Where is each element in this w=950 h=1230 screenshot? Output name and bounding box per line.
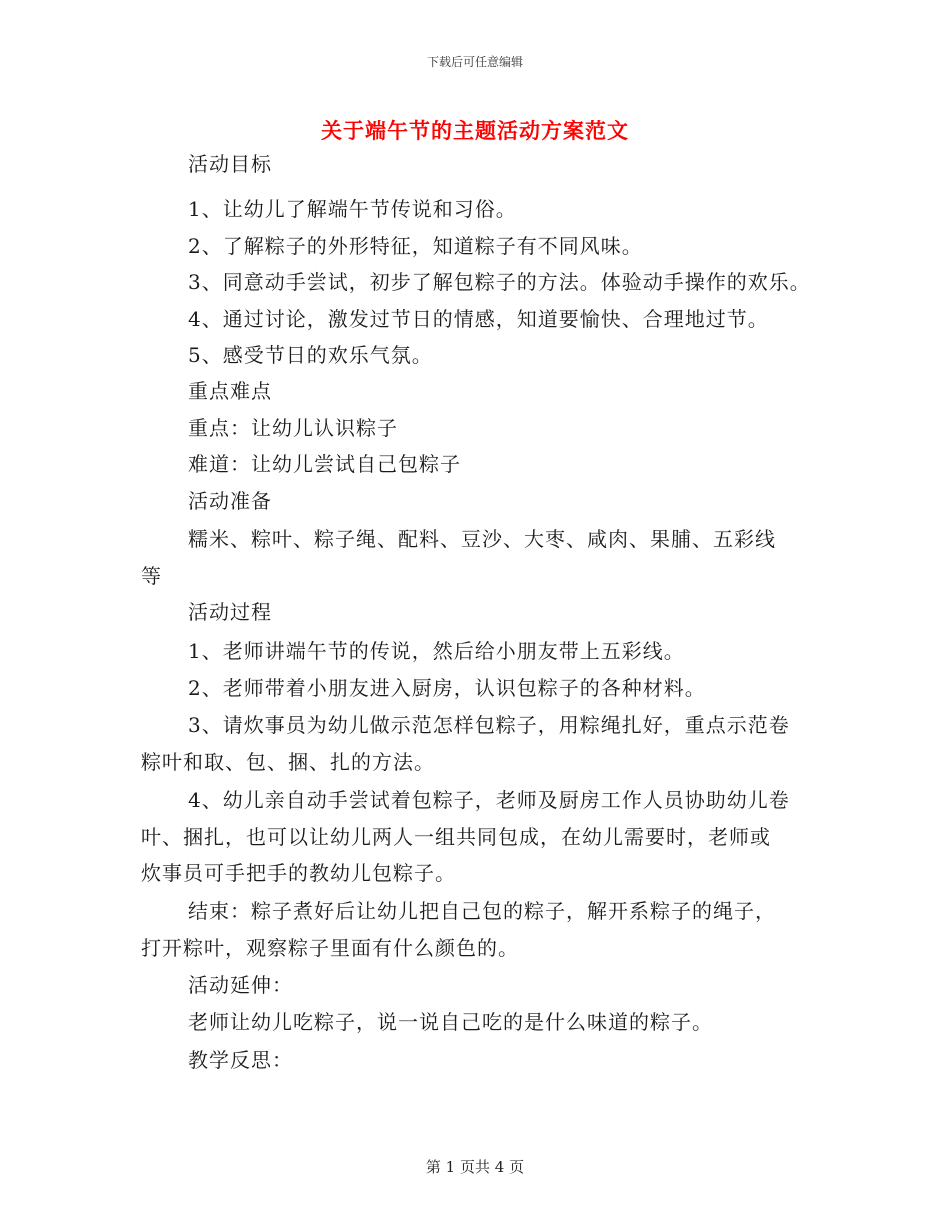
page-footer: 第 1 页共 4 页 bbox=[425, 1158, 525, 1176]
document-title: 关于端午节的主题活动方案范文 bbox=[321, 118, 629, 143]
paragraph-line: 打开粽叶，观察粽子里面有什么颜色的。 bbox=[141, 936, 519, 960]
paragraph-line: 4、通过讨论，激发过节日的情感，知道要愉快、合理地过节。 bbox=[188, 307, 769, 331]
section-heading: 重点难点 bbox=[188, 379, 272, 403]
paragraph-line: 4、幼儿亲自动手尝试着包粽子，老师及厨房工作人员协助幼儿卷 bbox=[188, 788, 790, 812]
section-heading: 活动准备 bbox=[188, 489, 272, 513]
paragraph-line: 糯米、粽叶、粽子绳、配料、豆沙、大枣、咸肉、果脯、五彩线 bbox=[188, 527, 776, 551]
paragraph-line: 老师让幼儿吃粽子，说一说自己吃的是什么味道的粽子。 bbox=[188, 1010, 713, 1034]
paragraph-line: 2、老师带着小朋友进入厨房，认识包粽子的各种材料。 bbox=[188, 676, 706, 700]
header-note: 下载后可任意编辑 bbox=[426, 55, 523, 69]
paragraph-line: 叶、捆扎，也可以让幼儿两人一组共同包成，在幼儿需要时，老师或 bbox=[141, 825, 771, 849]
section-heading: 活动过程 bbox=[188, 600, 272, 624]
paragraph-line: 炊事员可手把手的教幼儿包粽子。 bbox=[141, 861, 456, 885]
paragraph-line: 重点：让幼儿认识粽子 bbox=[188, 416, 398, 440]
paragraph-line: 1、让幼儿了解端午节传说和习俗。 bbox=[188, 197, 517, 221]
section-heading: 活动延伸： bbox=[188, 973, 293, 997]
paragraph-line: 1、老师讲端午节的传说，然后给小朋友带上五彩线。 bbox=[188, 639, 685, 663]
section-heading: 活动目标 bbox=[188, 152, 272, 176]
paragraph-line: 3、请炊事员为幼儿做示范怎样包粽子，用粽绳扎好，重点示范卷 bbox=[188, 713, 790, 737]
section-heading: 教学反思： bbox=[188, 1048, 293, 1072]
paragraph-line: 难道：让幼儿尝试自己包粽子 bbox=[188, 452, 461, 476]
paragraph-line: 2、了解粽子的外形特征，知道粽子有不同风味。 bbox=[188, 234, 643, 258]
paragraph-line: 5、感受节日的欢乐气氛。 bbox=[188, 343, 433, 367]
paragraph-line: 等 bbox=[141, 564, 162, 588]
paragraph-line: 3、同意动手尝试，初步了解包粽子的方法。体验动手操作的欢乐。 bbox=[188, 270, 811, 294]
paragraph-line: 粽叶和取、包、捆、扎的方法。 bbox=[141, 750, 435, 774]
paragraph-line: 结束：粽子煮好后让幼儿把自己包的粽子，解开系粽子的绳子， bbox=[188, 899, 776, 923]
